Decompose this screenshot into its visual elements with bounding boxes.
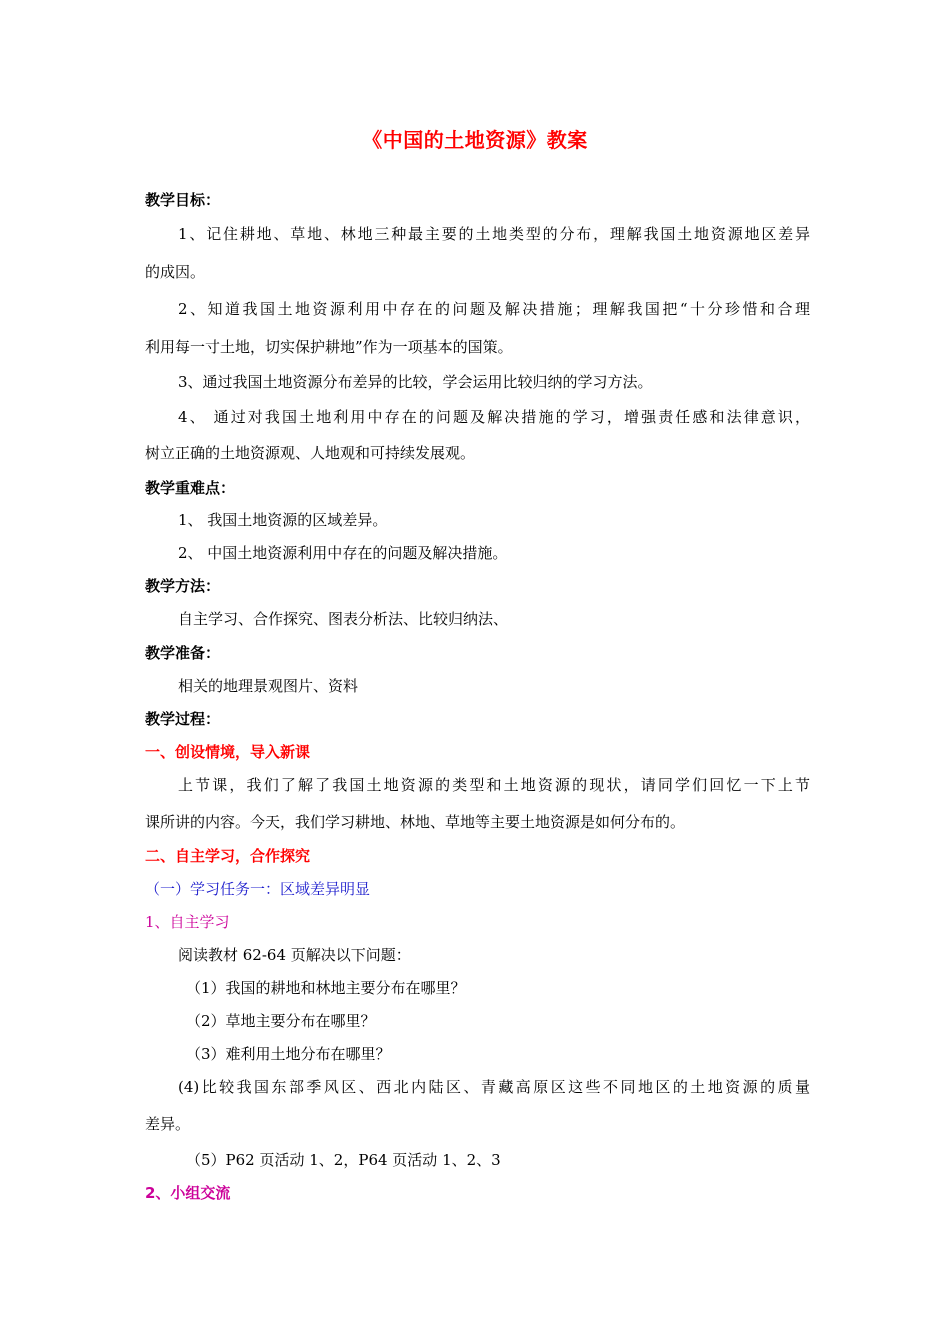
method-text: 自主学习、合作探究、图表分析法、比较归纳法、 [178, 610, 509, 628]
subsection-2-heading: 2、小组交流 [145, 1184, 231, 1202]
question-2: （2）草地主要分布在哪里？ [186, 1012, 376, 1030]
method-heading: 教学方法： [145, 577, 221, 595]
task-1-heading: （一）学习任务一：区域差异明显 [145, 880, 371, 898]
section-1-heading: 一、创设情境，导入新课 [145, 743, 311, 761]
key-point-2: 2、 中国土地资源利用中存在的问题及解决措施。 [178, 544, 508, 562]
process-heading: 教学过程： [145, 710, 221, 728]
key-point-1: 1、 我国土地资源的区域差异。 [178, 511, 388, 529]
goal-1-line-1: 1、记住耕地、草地、林地三种最主要的土地类型的分布，理解我国土地资源地区差异 [178, 225, 810, 243]
question-4-line-2: 差异。 [145, 1115, 191, 1133]
section-1-text-line-1: 上节课，我们了解了我国土地资源的类型和土地资源的现状，请同学们回忆一下上节 [178, 776, 810, 794]
goal-3: 3、通过我国土地资源分布差异的比较，学会运用比较归纳的学习方法。 [178, 373, 653, 391]
goal-4-line-2: 树立正确的土地资源观、人地观和可持续发展观。 [145, 444, 476, 462]
section-2-heading: 二、自主学习，合作探究 [145, 847, 311, 865]
preparation-text: 相关的地理景观图片、资料 [178, 677, 359, 695]
reading-instruction: 阅读教材 62-64 页解决以下问题： [178, 946, 411, 964]
goal-2-line-1: 2、知道我国土地资源利用中存在的问题及解决措施；理解我国把“十分珍惜和合理 [178, 300, 810, 318]
preparation-heading: 教学准备： [145, 644, 221, 662]
goals-heading: 教学目标： [145, 191, 221, 209]
subsection-1-heading: 1、自主学习 [145, 913, 230, 931]
question-1: （1）我国的耕地和林地主要分布在哪里？ [186, 979, 466, 997]
key-points-heading: 教学重难点： [145, 479, 236, 497]
section-1-text-line-2: 课所讲的内容。今天，我们学习耕地、林地、草地等主要土地资源是如何分布的。 [145, 813, 686, 831]
document-title: 《中国的土地资源》教案 [362, 128, 588, 152]
question-5: （5）P62 页活动 1、2，P64 页活动 1、2、3 [186, 1151, 501, 1169]
goal-1-line-2: 的成因。 [145, 263, 206, 281]
question-3: （3）难利用土地分布在哪里？ [186, 1045, 391, 1063]
question-4-line-1: (4)比较我国东部季风区、西北内陆区、青藏高原区这些不同地区的土地资源的质量 [178, 1078, 810, 1096]
goal-2-line-2: 利用每一寸土地，切实保护耕地”作为一项基本的国策。 [145, 338, 513, 356]
goal-4-line-1: 4、 通过对我国土地利用中存在的问题及解决措施的学习，增强责任感和法律意识， [178, 408, 810, 426]
